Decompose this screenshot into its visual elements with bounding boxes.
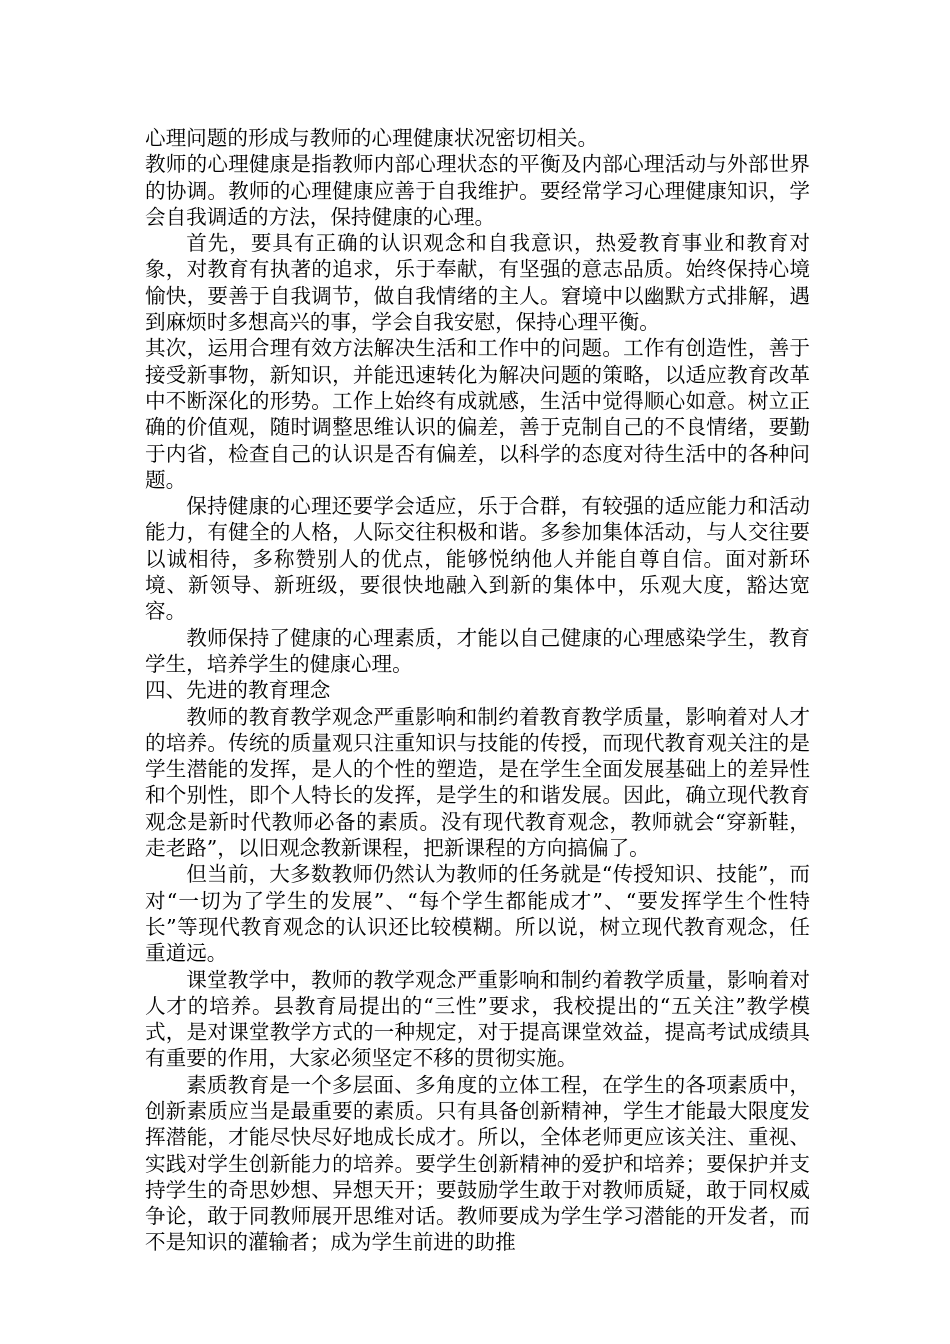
paragraph-9: 但当前，大多数教师仍然认为教师的任务就是“传授知识、技能”，而对“一切为了学生的发展”、“每个学生都能成才”、“要发挥学生个性特长”等现代教育观念的认识还比较模糊。所以说，树立现代教育观念，任重道远。	[145, 862, 810, 966]
paragraph-2: 教师的心理健康是指教师内部心理状态的平衡及内部心理活动与外部世界的协调。教师的心理健康应善于自我维护。要经常学习心理健康知识，学会自我调适的方法，保持健康的心理。	[145, 152, 810, 229]
section-heading: 四、先进的教育理念	[145, 678, 331, 703]
paragraph-3: 首先，要具有正确的认识观念和自我意识，热爱教育事业和教育对象，对教育有执著的追求，乐于奉献，有坚强的意志品质。始终保持心境愉快，要善于自我调节，做自我情绪的主人。窘境中以幽默方式排解，遇到麻烦时多想高兴的事，学会自我安慰，保持心理平衡。	[145, 231, 810, 335]
paragraph-6: 教师保持了健康的心理素质，才能以自己健康的心理感染学生，教育学生，培养学生的健康心理。	[145, 625, 810, 676]
paragraph-1: 心理问题的形成与教师的心理健康状况密切相关。	[145, 126, 599, 150]
paragraph-8: 教师的教育教学观念严重影响和制约着教育教学质量，影响着对人才的培养。传统的质量观只注重知识与技能的传授，而现代教育观关注的是学生潜能的发挥，是人的个性的塑造，是在学生全面发展基础上的差异性和个别性，即个人特长的发挥，是学生的和谐发展。因此，确立现代教育观念是新时代教师必备的素质。没有现代教育观念，教师就会“穿新鞋，走老路”，以旧观念教新课程，把新课程的方向搞偏了。	[145, 704, 810, 861]
paragraph-5: 保持健康的心理还要学会适应，乐于合群，有较强的适应能力和活动能力，有健全的人格，人际交往积极和谐。多参加集体活动，与人交往要以诚相待，多称赞别人的优点，能够悦纳他人并能自尊自信。面对新环境、新领导、新班级，要很快地融入到新的集体中，乐观大度，豁达宽容。	[145, 494, 810, 624]
paragraph-11: 素质教育是一个多层面、多角度的立体工程，在学生的各项素质中，创新素质应当是最重要的素质。只有具备创新精神，学生才能最大限度发挥潜能，才能尽快尽好地成长成才。所以，全体老师更应该关注、重视、实践对学生创新能力的培养。要学生创新精神的爱护和培养；要保护并支持学生的奇思妙想、异想天开；要鼓励学生敢于对教师质疑，敢于同权威争论，敢于同教师展开思维对话。教师要成为学生学习潜能的开发者，而不是知识的灌输者；成为学生前进的助推	[145, 1072, 810, 1255]
paragraph-4: 其次，运用合理有效方法解决生活和工作中的问题。工作有创造性，善于接受新事物，新知识，并能迅速转化为解决问题的策略，以适应教育改革中不断深化的形势。工作上始终有成就感，生活中觉得顺心如意。树立正确的价值观，随时调整思维认识的偏差，善于克制自己的不良情绪，要勤于内省，检查自己的认识是否有偏差，以科学的态度对待生活中的各种问题。	[145, 336, 810, 492]
paragraph-10: 课堂教学中，教师的教学观念严重影响和制约着教学质量，影响着对人才的培养。县教育局提出的“三性”要求，我校提出的“五关注”教学模式，是对课堂教学方式的一种规定，对于提高课堂效益，提高考试成绩具有重要的作用，大家必须坚定不移的贯彻实施。	[145, 967, 810, 1071]
document-body	[145, 125, 810, 1256]
